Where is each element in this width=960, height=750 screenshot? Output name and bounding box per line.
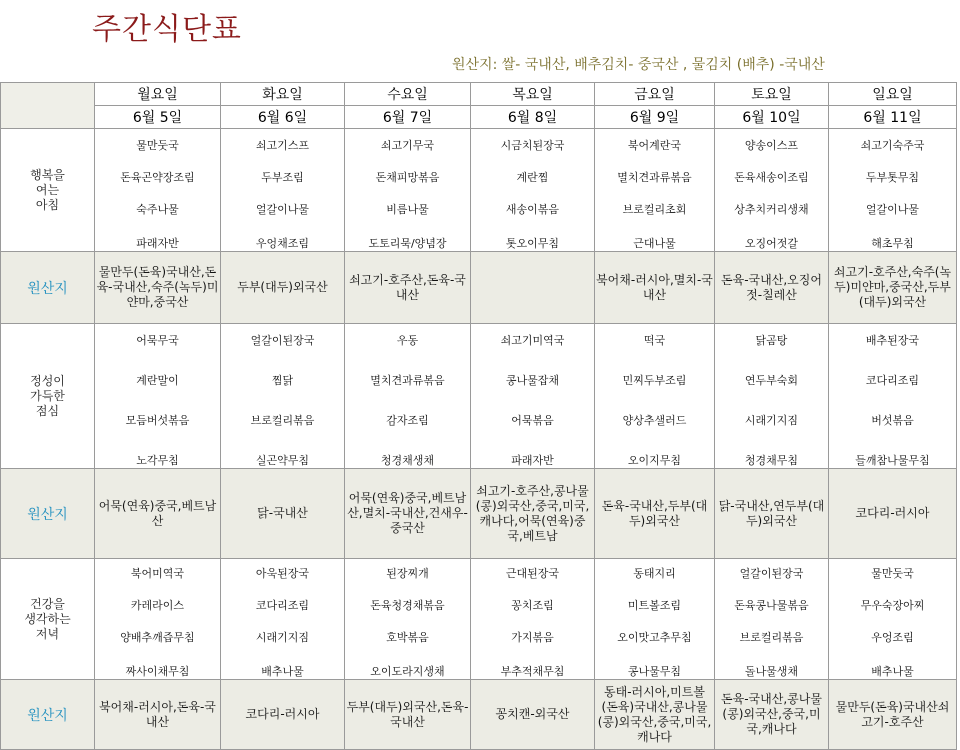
dish-item: 노각무침 [136,454,179,467]
dish-item: 북어미역국 [130,567,185,580]
dish-item: 계란말이 [136,374,179,387]
dish-item: 계란찜 [516,171,549,184]
dish-item: 버섯볶음 [871,414,914,427]
dish-item: 얼갈이나물 [865,203,920,216]
dish-item: 쇠고기미역국 [500,334,565,347]
menu-cell [471,129,595,252]
meal-label-text: 건강을 생각하는 저녁 [24,596,71,641]
menu-cell [221,324,345,469]
origin-label: 원산지 [1,680,95,750]
meal-label [1,559,95,680]
menu-cell [595,129,715,252]
day-header: 월요일 [95,83,221,106]
dish-item: 실곤약무침 [255,454,310,467]
day-header: 목요일 [471,83,595,106]
dish-item: 돈육청경채볶음 [370,599,445,612]
dish-item: 시금치된장국 [500,139,565,152]
day-header: 일요일 [829,83,957,106]
origin-cell: 물만두(돈육)국내산쇠고기-호주산 [829,680,957,750]
menu-cell [345,324,471,469]
dish-item: 돈육새송이조림 [734,171,809,184]
dish-item: 오이도라지생채 [370,665,445,678]
dish-item: 상추치커리생채 [734,203,809,216]
dish-item: 물만둣국 [871,567,914,580]
header-corner [1,83,95,129]
meal-label [1,129,95,252]
dish-item: 우엉조림 [871,631,914,644]
origin-cell: 꽁치캔-외국산 [471,680,595,750]
dish-item: 찜닭 [271,374,294,387]
dish-item: 우동 [396,334,419,347]
dish-item: 무우숙장아찌 [860,599,925,612]
origin-cell: 닭-국내산,연두부(대두)외국산 [715,469,829,559]
dish-item: 돈채피망볶음 [375,171,440,184]
menu-cell [715,129,829,252]
dish-item: 새송이볶음 [505,203,560,216]
dish-item: 쇠고기무국 [380,139,435,152]
origin-cell: 코다리-러시아 [829,469,957,559]
menu-cell [595,324,715,469]
dish-item: 미트볼조림 [627,599,682,612]
dish-item: 짜사이채무침 [125,665,190,678]
dish-item: 근대나물 [633,237,676,250]
menu-cell [345,559,471,680]
date-header: 6월 8일 [471,106,595,129]
dish-item: 북어계란국 [627,139,682,152]
dish-item: 비름나물 [386,203,429,216]
dish-item: 동태지리 [633,567,676,580]
dish-item: 어묵무국 [136,334,179,347]
dish-item: 브로컬리초회 [622,203,687,216]
meal-label-text: 정성이 가득한 점심 [30,373,65,418]
dish-item: 두부톳무침 [865,171,920,184]
menu-cell [715,559,829,680]
page-title: 주간식단표 [92,12,242,47]
dish-item: 콩나물무침 [627,665,682,678]
dish-item: 꽁치조림 [511,599,554,612]
menu-cell [221,129,345,252]
origin-cell: 닭-국내산 [221,469,345,559]
dish-item: 배추나물 [871,665,914,678]
dish-item: 얼갈이된장국 [739,567,804,580]
date-header: 6월 10일 [715,106,829,129]
origin-cell: 쇠고기-호주산,돈육-국내산 [345,252,471,324]
meal-row [1,129,957,252]
origin-cell: 코다리-러시아 [221,680,345,750]
dish-item: 들깨참나물무침 [855,454,930,467]
origin-cell: 북어채-러시아,돈육-국내산 [95,680,221,750]
date-header: 6월 7일 [345,106,471,129]
origin-cell: 물만두(돈육)국내산,돈육-국내산,숙주(녹두)미얀마,중국산 [95,252,221,324]
menu-cell [471,324,595,469]
dish-item: 얼갈이나물 [255,203,310,216]
origin-cell: 북어채-러시아,멸치-국내산 [595,252,715,324]
day-header-row [1,83,957,106]
origin-cell: 어묵(연육)중국,베트남산,멸치-국내산,건새우-중국산 [345,469,471,559]
origin-row [1,680,957,750]
meal-label-text: 행복을 여는 아침 [30,167,65,212]
origin-cell: 두부(대두)외국산,돈육-국내산 [345,680,471,750]
menu-cell [345,129,471,252]
dish-item: 얼갈이된장국 [250,334,315,347]
dish-item: 우엉채조림 [255,237,310,250]
dish-item: 오이맛고추무침 [617,631,692,644]
origin-cell: 어묵(연육)중국,베트남산 [95,469,221,559]
origin-cell: 쇠고기-호주산,숙주(녹두)미얀마,중국산,두부(대두)외국산 [829,252,957,324]
origin-cell: 쇠고기-호주산,콩나물(콩)외국산,중국,미국,캐나다,어묵(연육)중국,베트남 [471,469,595,559]
meal-label [1,324,95,469]
dish-item: 카레라이스 [130,599,185,612]
dish-item: 숙주나물 [136,203,179,216]
origin-row [1,252,957,324]
menu-cell [221,559,345,680]
origin-cell: 돈육-국내산,콩나물(콩)외국산,중국,미국,캐나다 [715,680,829,750]
origin-label: 원산지 [1,252,95,324]
dish-item: 청경채무침 [744,454,799,467]
dish-item: 근대된장국 [505,567,560,580]
dish-item: 된장찌개 [386,567,429,580]
day-header: 수요일 [345,83,471,106]
dish-item: 닭곰탕 [755,334,788,347]
date-header: 6월 5일 [95,106,221,129]
dish-item: 호박볶음 [386,631,429,644]
menu-cell [95,324,221,469]
dish-item: 두부조림 [261,171,304,184]
dish-item: 오징어젓갈 [744,237,799,250]
dish-item: 콩나물잡채 [505,374,560,387]
day-header: 금요일 [595,83,715,106]
origin-cell: 돈육-국내산,오징어젓-칠레산 [715,252,829,324]
origin-cell: 동태-러시아,미트볼(돈육)국내산,콩나물(콩)외국산,중국,미국,캐나다 [595,680,715,750]
dish-item: 배추나물 [261,665,304,678]
menu-cell [829,324,957,469]
date-header-row [1,106,957,129]
dish-item: 민찌두부조림 [622,374,687,387]
dish-item: 브로컬리볶음 [250,414,315,427]
date-header: 6월 6일 [221,106,345,129]
dish-item: 도토리묵/양념장 [368,237,447,250]
menu-cell [95,129,221,252]
menu-cell [829,559,957,680]
weekly-menu-table [0,82,957,750]
dish-item: 시래기지짐 [744,414,799,427]
dish-item: 돌나물생채 [744,665,799,678]
dish-item: 파래자반 [136,237,179,250]
dish-item: 청경채생채 [380,454,435,467]
dish-item: 시래기지짐 [255,631,310,644]
dish-item: 어묵볶음 [511,414,554,427]
dish-item: 브로컬리볶음 [739,631,804,644]
dish-item: 배추된장국 [865,334,920,347]
dish-item: 양배추깨즙무침 [120,631,195,644]
dish-item: 부추적채무침 [500,665,565,678]
origin-row [1,469,957,559]
dish-item: 양상추샐러드 [622,414,687,427]
menu-cell [95,559,221,680]
dish-item: 톳오이무침 [505,237,560,250]
dish-item: 쇠고기스프 [255,139,310,152]
dish-item: 떡국 [643,334,666,347]
dish-item: 감자조림 [386,414,429,427]
menu-cell [595,559,715,680]
origin-label: 원산지 [1,469,95,559]
dish-item: 멸치견과류볶음 [370,374,445,387]
dish-item: 쇠고기숙주국 [860,139,925,152]
dish-item: 돈육콩나물볶음 [734,599,809,612]
dish-item: 해초무침 [871,237,914,250]
date-header: 6월 11일 [829,106,957,129]
dish-item: 아욱된장국 [255,567,310,580]
day-header: 화요일 [221,83,345,106]
dish-item: 코다리조림 [255,599,310,612]
dish-item: 오이지무침 [627,454,682,467]
meal-row [1,559,957,680]
dish-item: 코다리조림 [865,374,920,387]
menu-cell [715,324,829,469]
dish-item: 파래자반 [511,454,554,467]
origin-cell [471,252,595,324]
dish-item: 연두부숙회 [744,374,799,387]
dish-item: 가지볶음 [511,631,554,644]
origin-note: 원산지: 쌀- 국내산, 배추김치- 중국산 , 물김치 (배추) -국내산 [452,57,825,73]
dish-item: 돈육곤약장조림 [120,171,195,184]
day-header: 토요일 [715,83,829,106]
origin-cell: 돈육-국내산,두부(대두)외국산 [595,469,715,559]
menu-cell [471,559,595,680]
origin-cell: 두부(대두)외국산 [221,252,345,324]
dish-item: 멸치견과류볶음 [617,171,692,184]
date-header: 6월 9일 [595,106,715,129]
dish-item: 양송이스프 [744,139,799,152]
dish-item: 모듬버섯볶음 [125,414,190,427]
menu-cell [829,129,957,252]
dish-item: 물만둣국 [136,139,179,152]
meal-row [1,324,957,469]
